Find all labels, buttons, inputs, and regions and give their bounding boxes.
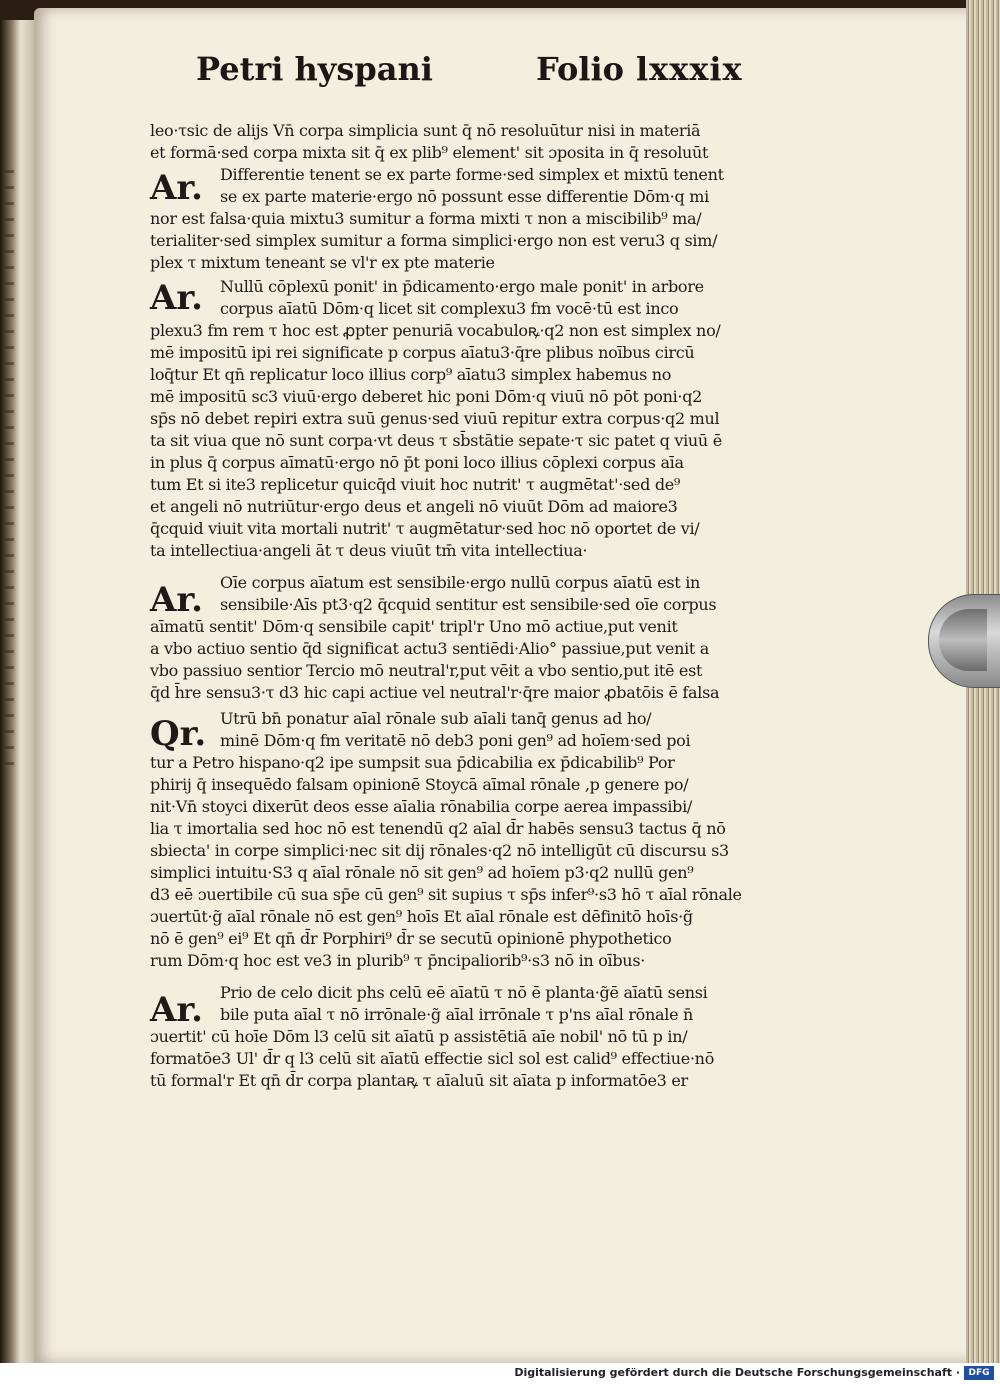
text-line: rum Dōm·q hoc est ve3 in plurib⁹ τ p̄ncipaliorib⁹·s3 nō in oībus·: [150, 951, 646, 970]
text-line: Nullū cōplexū ponit' in p̄dicamento·ergo male ponit' in arbore: [220, 277, 704, 296]
text-line: minē Dōm·q fm veritatē nō deb3 poni gen⁹ ad hoīem·sed poi: [220, 731, 691, 750]
text-line: Prio de celo dicit phs celū eē aīatū τ nō ē planta·g̃ē aīatū sensi: [220, 983, 708, 1002]
text-line: Utrū bn̄ ponatur aīal rōnale sub aīali tanq̄ genus ad ho/: [220, 709, 652, 728]
text-line: plexu3 fm rem τ hoc est ꝓpter penuriā vocabuloꝶ·q2 non est simplex no/: [150, 321, 721, 340]
text-line: loq̄tur Et qn̄ replicatur loco illius corp⁹ aīatu3 simplex habemus no: [150, 365, 672, 384]
text-line: nō ē gen⁹ ei⁹ Et qn̄ d̄r Porphiri⁹ d̄r se secutū opinionē phypothetico: [150, 929, 672, 948]
dfg-logo: DFG: [964, 1366, 994, 1380]
text-line: tur a Petro hispano·q2 ipe sumpsit sua p̄dicabilia ex p̄dicabilib⁹ Por: [150, 753, 675, 772]
previous-page-edge: [0, 20, 34, 1363]
text-line: corpus aīatū Dōm·q licet sit complexu3 fm vocē·tū est inco: [220, 299, 679, 318]
text-line: tū formal'r Et qn̄ d̄r corpa plantaꝶ τ aīaluū sit aīata p informatōe3 er: [150, 1071, 688, 1090]
section-initial: Ar.: [150, 990, 204, 1030]
text-line: et formā·sed corpa mixta sit q̄ ex plib⁹ element' sit ɔposita in q̄ resoluūt: [150, 143, 709, 162]
text-line: simplici intuitu·S3 q aīal rōnale nō sit gen⁹ ad hoīem p3·q2 nullū gen⁹: [150, 863, 694, 882]
text-line: in plus q̄ corpus aīmatū·ergo nō p̄t poni loco illius cōplexi corpus aīa: [150, 453, 684, 472]
section-initial: Ar.: [150, 580, 204, 620]
text-line: sensibile·Aīs pt3·q2 q̄cquid sentitur est sensibile·sed oīe corpus: [220, 595, 717, 614]
text-line: ta sit viua que nō sunt corpa·vt deus τ sb̄stātie sepate·τ sic patet q viuū ē: [150, 431, 722, 450]
text-line: q̄d h̄re sensu3·τ d3 hic capi actiue vel neutral'r·q̄re maior ꝓbatōis ē falsa: [150, 683, 720, 702]
text-line: ɔuertūt·g̃ aīal rōnale nō est gen⁹ hoīs Et aīal rōnale est dēfinitō hoīs·g̃: [150, 907, 693, 926]
section-initial: Qr.: [150, 714, 207, 754]
text-line: formatōe3 Ul' d̄r q l3 celū sit aīatū effectie sicl sol est calid⁹ effectiue·nō: [150, 1049, 715, 1068]
text-line: plex τ mixtum teneant se vl'r ex pte materie: [150, 253, 495, 272]
text-line: vbo passiuo sentior Tercio mō neutral'r,put vēit a vbo sentio,put itē est: [150, 661, 703, 680]
text-line: sp̄s nō debet repiri extra suū genus·sed viuū repitur extra corpus·q2 mul: [150, 409, 720, 428]
text-line: ɔuertit' cū hoīe Dōm l3 celū sit aīatū p assistētiā aīe nobil' nō tū p in/: [150, 1027, 688, 1046]
text-line: lia τ imortalia sed hoc nō est tenendū q2 aīal d̄r habēs sensu3 tactus q̄ nō: [150, 819, 726, 838]
text-line: tum Et si ite3 replicetur quicq̄d viuit hoc nutrit' τ augmētat'·sed de⁹: [150, 475, 681, 494]
text-line: bile puta aīal τ nō irrōnale·g̃ aīal irrōnale τ p'ns aīal rōnale n̄: [220, 1005, 694, 1024]
running-title: Petri hyspani: [196, 50, 433, 88]
previous-page-text-fragments: [2, 170, 14, 770]
book-clasp-inner: [939, 609, 987, 671]
text-line: mē impositū sc3 viuū·ergo deberet hic poni Dōm·q viuū nō pōt poni·q2: [150, 387, 703, 406]
text-line: leo·τsic de alijs Vn̄ corpa simplicia sunt q̄ nō resoluūtur nisi in materiā: [150, 121, 701, 140]
text-line: q̄cquid viuit vita mortali nutrit' τ augmētatur·sed hoc nō oportet de vi/: [150, 519, 700, 538]
text-line: aīmatū sentit' Dōm·q sensibile capit' tripl'r Uno mō actiue,put venit: [150, 617, 678, 636]
folio-label: Folio: [536, 50, 624, 88]
footer-bar: [0, 1363, 1000, 1384]
text-line: d3 eē ɔuertibile cū sua sp̄e cū gen⁹ sit supius τ sp̄s infer⁹·s3 hō τ aīal rōnale: [150, 885, 742, 904]
section-initial: Ar.: [150, 278, 204, 318]
text-line: sbiecta' in corpe simplici·nec sit dij rōnales·q2 nō intelligūt cū discursu s3: [150, 841, 729, 860]
text-line: terialiter·sed simplex sumitur a forma simplici·ergo non est veru3 q sim/: [150, 231, 718, 250]
text-line: ta intellectiua·angeli āt τ deus viuūt tm̄ vita intellectiua·: [150, 541, 588, 560]
page-header: [196, 50, 766, 100]
text-line: phirij q̄ insequēdo falsam opinionē Stoycā aīmal rōnale ,p genere po/: [150, 775, 689, 794]
text-line: Differentie tenent se ex parte forme·sed simplex et mixtū tenent: [220, 165, 724, 184]
funding-credit: Digitalisierung gefördert durch die Deutsche Forschungsgemeinschaft ·: [514, 1366, 960, 1379]
text-line: et angeli nō nutriūtur·ergo deus et angeli nō viuūt Dōm ad maiore3: [150, 497, 678, 516]
text-line: mē impositū ipi rei significate p corpus aīatu3·q̄re plibus noībus circū: [150, 343, 695, 362]
text-line: nor est falsa·quia mixtu3 sumitur a forma mixti τ non a miscibilib⁹ ma/: [150, 209, 702, 228]
section-initial: Ar.: [150, 168, 204, 208]
text-line: nit·Vn̄ stoyci dixerūt deos esse aīalia rōnabilia corpe aerea impassibi/: [150, 797, 693, 816]
text-line: Oīe corpus aīatum est sensibile·ergo nullū corpus aīatū est in: [220, 573, 701, 592]
folio-number: lxxxix: [636, 50, 743, 88]
text-line: a vbo actiuo sentio q̄d significat actu3 sentiēdi·Alio° passiue,put venit a: [150, 639, 710, 658]
text-line: se ex parte materie·ergo nō possunt esse differentie Dōm·q mi: [220, 187, 709, 206]
